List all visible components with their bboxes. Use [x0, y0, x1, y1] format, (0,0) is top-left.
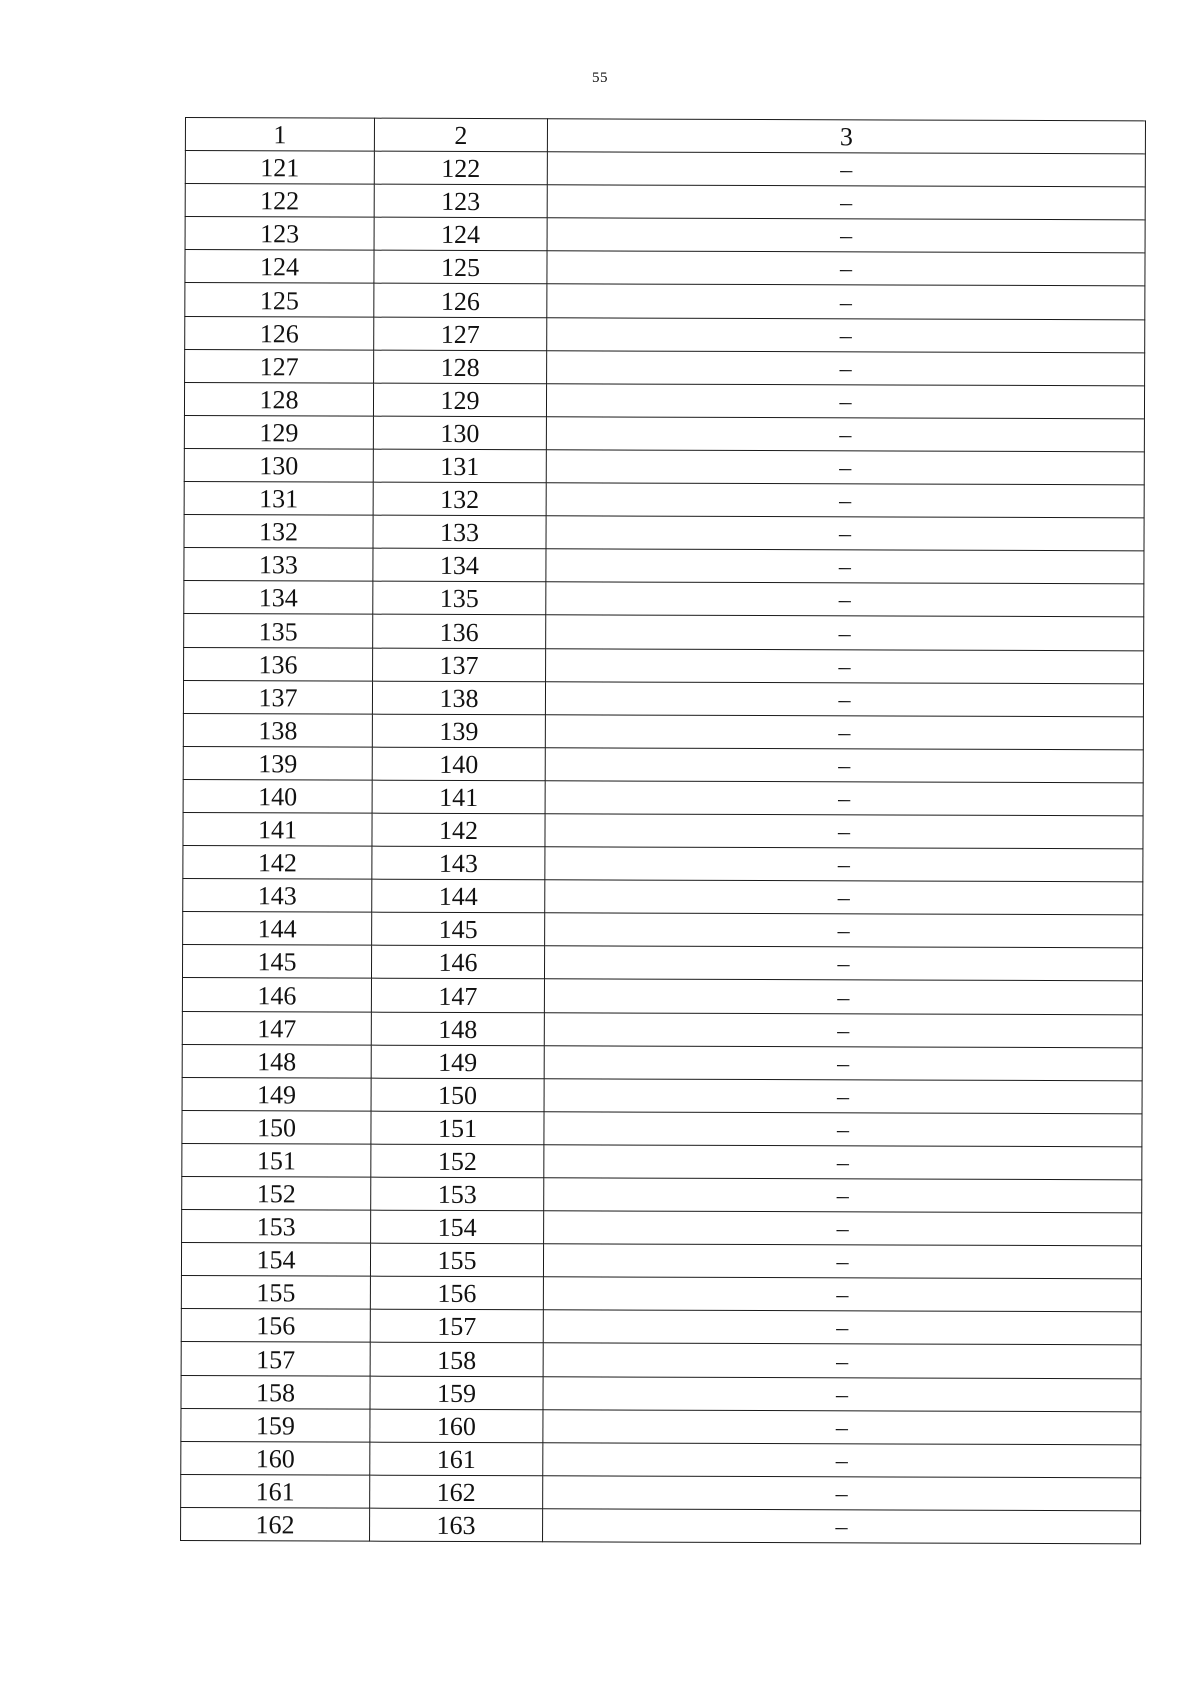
table-cell-col-2: 139: [372, 714, 545, 748]
table-cell-col-2: 134: [373, 548, 546, 582]
table-row: [184, 647, 1144, 683]
table-cell-col-3: –: [547, 152, 1145, 187]
table-row: [183, 812, 1143, 848]
table-cell-col-1: 131: [184, 482, 373, 516]
table-cell-col-2: 158: [370, 1343, 543, 1377]
table-cell-col-1: 154: [181, 1243, 370, 1277]
table-row: [182, 1110, 1142, 1146]
table-cell-col-1: 136: [184, 647, 373, 681]
table-cell-col-3: –: [544, 1112, 1142, 1147]
table-cell-col-1: 135: [184, 614, 373, 648]
table-cell-col-1: 123: [185, 217, 374, 251]
table-cell-col-3: –: [546, 384, 1144, 419]
table-cell-col-3: –: [546, 450, 1144, 485]
table-cell-col-3: –: [546, 516, 1144, 551]
table-cell-col-1: 130: [184, 448, 373, 482]
data-table: [180, 117, 1146, 1544]
table-cell-col-2: 124: [374, 217, 547, 251]
table-cell-col-1: 124: [185, 250, 374, 284]
column-header-3: 3: [547, 119, 1145, 154]
table-cell-col-2: 149: [371, 1045, 544, 1079]
table-cell-col-2: 138: [372, 681, 545, 715]
table-cell-col-1: 140: [183, 779, 372, 813]
table-cell-col-2: 132: [373, 482, 546, 516]
table-row: [184, 448, 1144, 484]
table-row: [181, 1276, 1141, 1312]
table-row: [185, 316, 1145, 352]
table-cell-col-2: 129: [373, 383, 546, 417]
table-cell-col-2: 128: [374, 350, 547, 384]
table-cell-col-1: 129: [184, 415, 373, 449]
table-row: [182, 1143, 1142, 1179]
table-cell-col-2: 151: [371, 1111, 544, 1145]
table-cell-col-2: 154: [371, 1210, 544, 1244]
table-cell-col-3: –: [543, 1376, 1141, 1411]
table-cell-col-2: 127: [374, 317, 547, 351]
table-cell-col-1: 158: [181, 1375, 370, 1409]
table-cell-col-2: 157: [370, 1310, 543, 1344]
table-cell-col-3: –: [543, 1310, 1141, 1345]
table-row: [182, 1044, 1142, 1080]
table-cell-col-1: 160: [181, 1441, 370, 1475]
table-cell-col-3: –: [543, 1244, 1141, 1279]
table-cell-col-2: 141: [372, 780, 545, 814]
table-cell-col-3: –: [546, 648, 1144, 683]
table-cell-col-2: 150: [371, 1078, 544, 1112]
table-row: [185, 217, 1145, 253]
table-cell-col-3: –: [544, 1145, 1142, 1180]
table-row: [181, 1375, 1141, 1411]
table-cell-col-2: 161: [370, 1442, 543, 1476]
table-cell-col-2: 145: [372, 912, 545, 946]
table-cell-col-1: 143: [183, 879, 372, 913]
table-cell-col-1: 146: [182, 978, 371, 1012]
table-cell-col-3: –: [545, 781, 1143, 816]
table-row: [182, 1011, 1142, 1047]
table-row: [182, 1210, 1142, 1246]
table-row: [185, 250, 1145, 286]
table-cell-col-2: 122: [374, 151, 547, 185]
table-cell-col-3: –: [545, 913, 1143, 948]
table-row: [184, 415, 1144, 451]
table-cell-col-3: –: [543, 1509, 1141, 1544]
column-header-2: 2: [374, 118, 547, 152]
table-cell-col-3: –: [546, 483, 1144, 518]
table-cell-col-3: –: [547, 317, 1145, 352]
table-cell-col-3: –: [543, 1443, 1141, 1478]
table-row: [184, 548, 1144, 584]
table-cell-col-3: –: [544, 1012, 1142, 1047]
table-cell-col-3: –: [545, 748, 1143, 783]
table-cell-col-2: 125: [374, 251, 547, 285]
table-cell-col-2: 142: [372, 813, 545, 847]
table-cell-col-1: 162: [181, 1507, 370, 1541]
table-cell-col-3: –: [544, 1078, 1142, 1113]
table-cell-col-2: 136: [373, 615, 546, 649]
table-row: [183, 846, 1143, 882]
table-row: [181, 1474, 1141, 1510]
table-row: [181, 1507, 1141, 1543]
table-cell-col-2: 133: [373, 515, 546, 549]
table-cell-col-2: 135: [373, 581, 546, 615]
table-cell-col-2: 156: [370, 1276, 543, 1310]
column-header-1: 1: [185, 118, 374, 152]
page-number: 55: [592, 70, 608, 86]
table-cell-col-3: –: [546, 615, 1144, 650]
table-row: [181, 1342, 1141, 1378]
table-cell-col-1: 125: [185, 283, 374, 317]
table-cell-col-2: 146: [371, 946, 544, 980]
table-cell-col-2: 155: [370, 1243, 543, 1277]
table-cell-col-3: –: [543, 1343, 1141, 1378]
table-cell-col-3: –: [545, 814, 1143, 849]
table-cell-col-1: 133: [184, 548, 373, 582]
table-cell-col-1: 161: [181, 1474, 370, 1508]
table-cell-col-2: 152: [371, 1144, 544, 1178]
table-cell-col-2: 143: [372, 846, 545, 880]
table-cell-col-1: 141: [183, 812, 372, 846]
table-row: [184, 482, 1144, 518]
table-cell-col-3: –: [544, 1211, 1142, 1246]
table-container: [180, 117, 1145, 1544]
table-cell-col-3: –: [543, 1409, 1141, 1444]
table-cell-col-1: 139: [183, 746, 372, 780]
table-cell-col-2: 148: [371, 1012, 544, 1046]
table-cell-col-3: –: [544, 1045, 1142, 1080]
table-cell-col-1: 126: [185, 316, 374, 350]
table-cell-col-1: 156: [181, 1309, 370, 1343]
table-cell-col-3: –: [545, 880, 1143, 915]
table-body: [181, 151, 1146, 1544]
table-cell-col-1: 142: [183, 846, 372, 880]
table-cell-col-2: 144: [372, 879, 545, 913]
table-cell-col-2: 140: [372, 747, 545, 781]
table-cell-col-1: 128: [184, 382, 373, 416]
table-cell-col-2: 123: [374, 184, 547, 218]
table-cell-col-1: 145: [182, 945, 371, 979]
table-cell-col-3: –: [546, 582, 1144, 617]
table-cell-col-1: 134: [184, 581, 373, 615]
table-cell-col-1: 138: [183, 713, 372, 747]
table-cell-col-2: 163: [370, 1508, 543, 1542]
table-cell-col-3: –: [545, 714, 1143, 749]
table-row: [181, 1243, 1141, 1279]
table-row: [183, 680, 1143, 716]
table-cell-col-2: 147: [371, 979, 544, 1013]
table-header: [185, 118, 1145, 154]
table-row: [182, 1176, 1142, 1212]
table-row: [182, 945, 1142, 981]
table-cell-col-3: –: [543, 1476, 1141, 1511]
table-cell-col-1: 137: [183, 680, 372, 714]
table-cell-col-1: 157: [181, 1342, 370, 1376]
header-row: [185, 118, 1145, 154]
table-cell-col-3: –: [547, 185, 1145, 220]
table-row: [185, 283, 1145, 319]
table-cell-col-3: –: [544, 1178, 1142, 1213]
table-cell-col-2: 160: [370, 1409, 543, 1443]
table-cell-col-3: –: [547, 284, 1145, 319]
table-cell-col-2: 153: [371, 1177, 544, 1211]
table-row: [181, 1408, 1141, 1444]
table-cell-col-1: 148: [182, 1044, 371, 1078]
table-cell-col-3: –: [545, 681, 1143, 716]
table-cell-col-2: 159: [370, 1376, 543, 1410]
table-row: [185, 151, 1145, 187]
table-cell-col-2: 126: [374, 284, 547, 318]
table-row: [184, 581, 1144, 617]
table-cell-col-1: 144: [183, 912, 372, 946]
table-cell-col-3: –: [543, 1277, 1141, 1312]
table-cell-col-2: 162: [370, 1475, 543, 1509]
table-row: [183, 713, 1143, 749]
table-cell-col-1: 155: [181, 1276, 370, 1310]
table-row: [182, 1077, 1142, 1113]
table-cell-col-1: 150: [182, 1110, 371, 1144]
table-row: [183, 746, 1143, 782]
table-cell-col-3: –: [545, 847, 1143, 882]
table-cell-col-3: –: [547, 218, 1145, 253]
table-cell-col-2: 130: [373, 416, 546, 450]
table-cell-col-1: 149: [182, 1077, 371, 1111]
table-cell-col-1: 127: [185, 349, 374, 383]
table-row: [185, 349, 1145, 385]
table-cell-col-3: –: [544, 979, 1142, 1014]
table-cell-col-3: –: [546, 549, 1144, 584]
table-cell-col-3: –: [547, 350, 1145, 385]
table-cell-col-2: 137: [373, 648, 546, 682]
table-row: [182, 978, 1142, 1014]
table-cell-col-2: 131: [373, 449, 546, 483]
table-row: [185, 184, 1145, 220]
table-row: [183, 912, 1143, 948]
table-cell-col-3: –: [544, 946, 1142, 981]
table-cell-col-3: –: [547, 251, 1145, 286]
table-row: [183, 879, 1143, 915]
table-cell-col-1: 152: [182, 1176, 371, 1210]
table-cell-col-1: 147: [182, 1011, 371, 1045]
table-row: [183, 779, 1143, 815]
table-cell-col-1: 122: [185, 184, 374, 218]
table-cell-col-1: 132: [184, 515, 373, 549]
table-cell-col-1: 159: [181, 1408, 370, 1442]
table-row: [181, 1309, 1141, 1345]
table-cell-col-3: –: [546, 417, 1144, 452]
table-row: [184, 515, 1144, 551]
table-row: [181, 1441, 1141, 1477]
table-row: [184, 614, 1144, 650]
table-cell-col-1: 153: [182, 1210, 371, 1244]
table-row: [184, 382, 1144, 418]
table-cell-col-1: 151: [182, 1143, 371, 1177]
table-cell-col-1: 121: [185, 151, 374, 185]
